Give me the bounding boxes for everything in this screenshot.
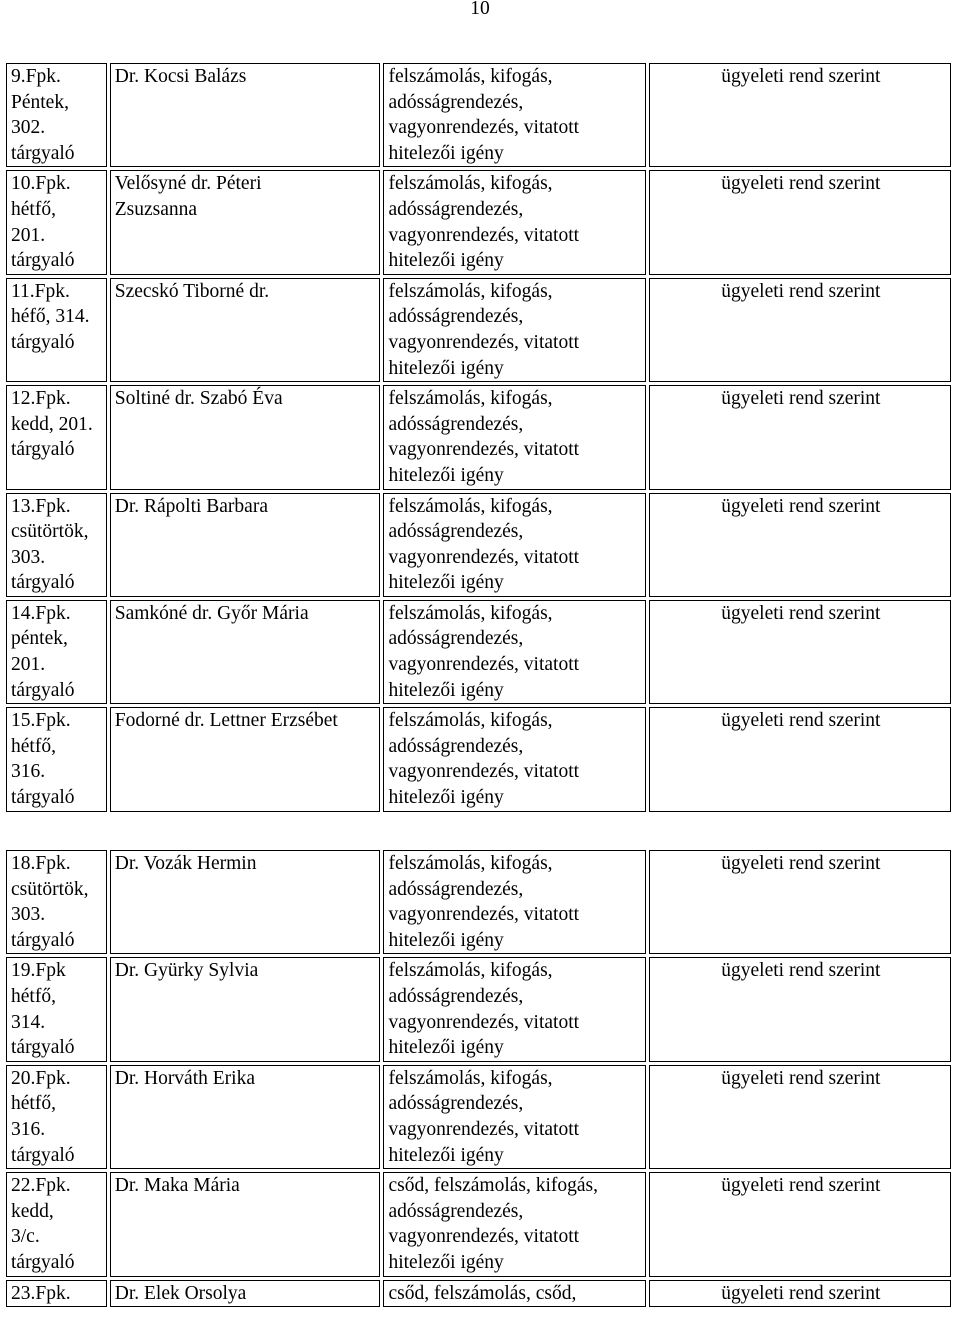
location-cell-line: 12.Fpk. (11, 388, 71, 410)
table-row (6, 957, 951, 1061)
location-cell-line: tárgyaló (11, 439, 75, 461)
case-types-cell (383, 707, 645, 811)
case-types-cell-line: vagyonrendezés, vitatott (388, 761, 580, 783)
judge-cell (110, 850, 381, 954)
location-cell-line: 3/c. (11, 1226, 40, 1248)
location-cell-line: tárgyaló (11, 679, 75, 701)
case-types-cell-line: felszámolás, kifogás, (388, 710, 553, 732)
case-types-cell-line: vagyonrendezés, vitatott (388, 654, 580, 676)
location-cell-line: tárgyaló (11, 1144, 75, 1166)
location-cell-line: tárgyaló (11, 1251, 75, 1273)
distribution-cell (649, 63, 951, 167)
case-types-cell-line: felszámolás, kifogás, (388, 173, 553, 195)
judge-cell-line: Dr. Maka Mária (114, 1175, 240, 1197)
judge-cell (110, 1280, 381, 1308)
case-types-cell-line: felszámolás, kifogás, (388, 602, 553, 624)
table-row (6, 600, 951, 704)
distribution-cell (649, 1065, 951, 1169)
case-types-cell-line: hitelezői igény (388, 1144, 504, 1166)
case-types-cell (383, 957, 645, 1061)
location-cell-line: tárgyaló (11, 929, 75, 951)
location-cell-line: hétfő, (11, 1093, 56, 1115)
table-row (6, 1172, 951, 1276)
distribution-text: ügyeleti rend szerint (721, 495, 881, 517)
case-types-cell-line: hitelezői igény (388, 357, 504, 379)
judge-cell (110, 957, 381, 1061)
location-cell-line: 316. (11, 761, 46, 783)
judge-cell (110, 1065, 381, 1169)
distribution-cell (649, 707, 951, 811)
case-types-cell-line: adósságrendezés, (388, 985, 524, 1007)
case-types-cell-line: adósságrendezés, (388, 521, 524, 543)
case-types-cell-line: vagyonrendezés, vitatott (388, 331, 580, 353)
table-row (6, 1065, 951, 1169)
judge-cell-line: Dr. Gyürky Sylvia (114, 960, 259, 982)
location-cell (6, 1172, 107, 1276)
location-cell-line: 13.Fpk. (11, 495, 71, 517)
location-cell-line: 302. (11, 117, 46, 139)
case-types-cell (383, 1065, 645, 1169)
judge-cell-line: Samkóné dr. Győr Mária (114, 602, 309, 624)
judge-cell (110, 170, 381, 274)
location-cell-line: 22.Fpk. (11, 1175, 71, 1197)
distribution-cell (649, 957, 951, 1061)
distribution-cell (649, 385, 951, 489)
case-types-cell-line: vagyonrendezés, vitatott (388, 904, 580, 926)
judge-cell-line: Dr. Elek Orsolya (114, 1282, 247, 1304)
case-types-cell-line: adósságrendezés, (388, 306, 524, 328)
judge-cell (110, 493, 381, 597)
judge-cell (110, 385, 381, 489)
location-cell-line: 303. (11, 904, 46, 926)
location-cell-line: 19.Fpk (11, 960, 66, 982)
case-types-cell-line: hitelezői igény (388, 142, 504, 164)
location-cell-line: tárgyaló (11, 787, 75, 809)
case-types-cell-line: felszámolás, kifogás, (388, 66, 553, 87)
distribution-cell (649, 850, 951, 954)
distribution-cell (649, 278, 951, 382)
case-types-cell-line: adósságrendezés, (388, 628, 524, 650)
location-cell (6, 63, 107, 167)
location-cell-line: hétfő, (11, 198, 56, 220)
case-types-cell-line: vagyonrendezés, vitatott (388, 1226, 580, 1248)
judge-cell-line: Velősyné dr. Péteri (114, 173, 262, 195)
case-types-cell-line: hitelezői igény (388, 1251, 504, 1273)
case-types-cell (383, 170, 645, 274)
case-types-cell-line: vagyonrendezés, vitatott (388, 1011, 580, 1033)
location-cell-line: csütörtök, (11, 878, 89, 900)
distribution-cell (649, 1172, 951, 1276)
location-cell-line: 303. (11, 546, 46, 568)
case-types-cell-line: hitelezői igény (388, 572, 504, 594)
location-cell-line: hétfő, (11, 985, 56, 1007)
case-types-cell-line: adósságrendezés, (388, 198, 524, 220)
case-types-cell-line: hitelezői igény (388, 250, 504, 272)
case-types-cell-line: felszámolás, kifogás, (388, 280, 553, 302)
location-cell-line: hétfő, (11, 735, 56, 757)
schedule-table-1 (3, 60, 954, 815)
judge-cell-line: Soltiné dr. Szabó Éva (114, 388, 283, 410)
location-cell-line: tárgyaló (11, 250, 75, 272)
schedule-table-2 (3, 847, 954, 1310)
location-cell-line: 18.Fpk. (11, 853, 71, 874)
table-row (6, 707, 951, 811)
location-cell (6, 385, 107, 489)
case-types-cell-line: vagyonrendezés, vitatott (388, 546, 580, 568)
location-cell-line: kedd, 201. (11, 413, 93, 435)
case-types-cell-line: adósságrendezés, (388, 413, 524, 435)
table-row (6, 63, 951, 167)
judge-cell-line: Fodorné dr. Lettner Erzsébet (114, 710, 338, 732)
location-cell (6, 493, 107, 597)
case-types-cell-line: hitelezői igény (388, 787, 504, 809)
case-types-cell-line: adósságrendezés, (388, 878, 524, 900)
distribution-text: ügyeleti rend szerint (721, 66, 881, 87)
judge-cell (110, 278, 381, 382)
location-cell-line: tárgyaló (11, 331, 75, 353)
distribution-text: ügyeleti rend szerint (721, 602, 881, 624)
distribution-text: ügyeleti rend szerint (721, 1282, 881, 1304)
judge-cell (110, 63, 381, 167)
location-cell-line: kedd, (11, 1200, 54, 1222)
case-types-cell-line: vagyonrendezés, vitatott (388, 224, 580, 246)
case-types-cell-line: vagyonrendezés, vitatott (388, 1118, 580, 1140)
case-types-cell (383, 600, 645, 704)
location-cell-line: 11.Fpk. (11, 280, 70, 302)
judge-cell-line: Dr. Kocsi Balázs (114, 66, 247, 87)
judge-cell-line: Dr. Horváth Erika (114, 1067, 255, 1089)
location-cell-line: 20.Fpk. (11, 1067, 71, 1089)
distribution-text: ügyeleti rend szerint (721, 1067, 881, 1089)
location-cell-line: 201. (11, 654, 46, 676)
distribution-cell (649, 493, 951, 597)
location-cell-line: tárgyaló (11, 142, 75, 164)
page-number: 10 (470, 0, 490, 19)
distribution-text: ügyeleti rend szerint (721, 388, 881, 410)
distribution-cell (649, 170, 951, 274)
judge-cell-line: Zsuzsanna (114, 198, 198, 220)
case-types-cell-line: vagyonrendezés, vitatott (388, 439, 580, 461)
case-types-cell-line: adósságrendezés, (388, 735, 524, 757)
location-cell-line: tárgyaló (11, 1037, 75, 1059)
location-cell (6, 1065, 107, 1169)
location-cell-line: 10.Fpk. (11, 173, 71, 195)
location-cell-line: 314. (11, 1011, 46, 1033)
distribution-text: ügyeleti rend szerint (721, 173, 881, 195)
location-cell-line: 23.Fpk. (11, 1282, 71, 1304)
location-cell-line: tárgyaló (11, 572, 75, 594)
distribution-text: ügyeleti rend szerint (721, 1175, 881, 1197)
judge-cell (110, 600, 381, 704)
case-types-cell-line: felszámolás, kifogás, (388, 495, 553, 517)
distribution-text: ügyeleti rend szerint (721, 280, 881, 302)
location-cell (6, 957, 107, 1061)
case-types-cell (383, 1172, 645, 1276)
location-cell-line: péntek, (11, 628, 68, 650)
location-cell-line: 9.Fpk. (11, 66, 61, 87)
location-cell (6, 707, 107, 811)
location-cell-line: 15.Fpk. (11, 710, 71, 732)
location-cell-line: héfő, 314. (11, 306, 90, 328)
case-types-cell (383, 493, 645, 597)
case-types-cell-line: felszámolás, kifogás, (388, 1067, 553, 1089)
case-types-cell-line: hitelezői igény (388, 1037, 504, 1059)
judge-cell-line: Dr. Vozák Hermin (114, 853, 257, 874)
distribution-text: ügyeleti rend szerint (721, 960, 881, 982)
distribution-text: ügyeleti rend szerint (721, 710, 881, 732)
case-types-cell-line: csőd, felszámolás, csőd, (388, 1282, 577, 1304)
table-row (6, 1280, 951, 1308)
case-types-cell-line: adósságrendezés, (388, 1093, 524, 1115)
location-cell-line: Péntek, (11, 91, 69, 113)
location-cell-line: 14.Fpk. (11, 602, 71, 624)
case-types-cell-line: vagyonrendezés, vitatott (388, 117, 580, 139)
location-cell-line: csütörtök, (11, 521, 89, 543)
location-cell (6, 278, 107, 382)
location-cell (6, 170, 107, 274)
location-cell-line: 201. (11, 224, 46, 246)
distribution-text: ügyeleti rend szerint (721, 853, 881, 874)
case-types-cell-line: csőd, felszámolás, kifogás, (388, 1175, 599, 1197)
judge-cell-line: Szecskó Tiborné dr. (114, 280, 270, 302)
case-types-cell-line: adósságrendezés, (388, 1200, 524, 1222)
case-types-cell (383, 278, 645, 382)
location-cell (6, 600, 107, 704)
distribution-cell (649, 1280, 951, 1308)
case-types-cell (383, 63, 645, 167)
table-row (6, 493, 951, 597)
case-types-cell (383, 1280, 645, 1308)
location-cell (6, 1280, 107, 1308)
distribution-cell (649, 600, 951, 704)
judge-cell (110, 707, 381, 811)
judge-cell-line: Dr. Rápolti Barbara (114, 495, 268, 517)
case-types-cell-line: felszámolás, kifogás, (388, 388, 553, 410)
case-types-cell (383, 850, 645, 954)
location-cell (6, 850, 107, 954)
table-row (6, 385, 951, 489)
judge-cell (110, 1172, 381, 1276)
case-types-cell-line: adósságrendezés, (388, 91, 524, 113)
case-types-cell-line: hitelezői igény (388, 464, 504, 486)
table-row (6, 170, 951, 274)
case-types-cell-line: hitelezői igény (388, 679, 504, 701)
case-types-cell-line: hitelezői igény (388, 929, 504, 951)
table-row (6, 850, 951, 954)
case-types-cell (383, 385, 645, 489)
case-types-cell-line: felszámolás, kifogás, (388, 960, 553, 982)
case-types-cell-line: felszámolás, kifogás, (388, 853, 553, 874)
location-cell-line: 316. (11, 1118, 46, 1140)
table-row (6, 278, 951, 382)
